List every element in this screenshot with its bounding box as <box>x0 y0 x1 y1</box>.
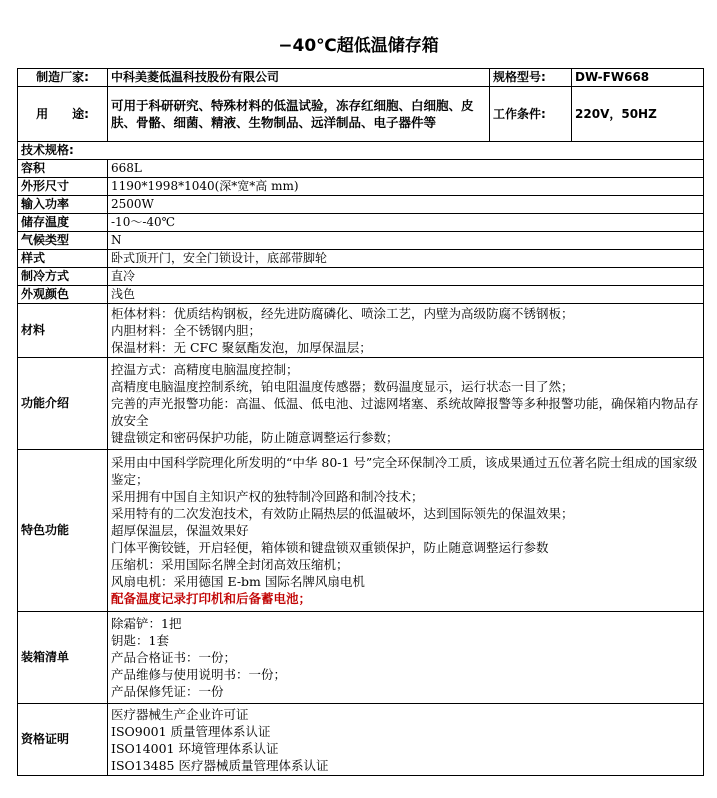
packing-item: 产品保修凭证：一份 <box>111 684 224 699</box>
condition-label: 工作条件: <box>490 87 572 142</box>
spec-row <box>18 160 704 178</box>
qualifications-value <box>108 704 704 776</box>
qualification-item: ISO14001 环境管理体系认证 <box>111 740 279 756</box>
spec-label: 容积 <box>18 160 108 178</box>
materials-row <box>18 304 704 358</box>
features-line: 采用拥有中国自主知识产权的独特制冷回路和制冷技术； <box>111 489 424 504</box>
features-line: 采用特有的二次发泡技术，有效防止隔热层的低温破坏，达到国际领先的保温效果； <box>111 506 574 521</box>
spec-label: 输入功率 <box>18 196 108 214</box>
packing-item: 产品合格证书：一份； <box>111 650 237 665</box>
manufacturer-label: 制造厂家: <box>18 69 108 87</box>
spec-value: N <box>108 232 704 250</box>
spec-value: 浅色 <box>108 286 704 304</box>
spec-label: 外观颜色 <box>18 286 108 304</box>
condition-value: 220V，50HZ <box>572 87 704 142</box>
tech-spec-label: 技术规格: <box>18 142 704 160</box>
spec-table <box>17 68 704 776</box>
functions-line: 键盘锁定和密码保护功能，防止随意调整运行参数； <box>111 430 399 445</box>
document-title: −40℃超低温储存箱 <box>278 36 439 56</box>
spec-label: 制冷方式 <box>18 268 108 286</box>
spec-row <box>18 178 704 196</box>
qualifications-label: 资格证明 <box>18 704 108 776</box>
model-value: DW-FW668 <box>572 69 704 87</box>
spec-row <box>18 250 704 268</box>
spec-row <box>18 286 704 304</box>
qualification-item: ISO13485 医疗器械质量管理体系认证 <box>111 757 329 773</box>
spec-value: 卧式顶开门，安全门锁设计，底部带脚轮 <box>108 250 704 268</box>
packing-item: 除霜铲：1把 <box>111 616 182 631</box>
spec-value: 2500W <box>108 196 704 214</box>
functions-label: 功能介绍 <box>18 358 108 450</box>
spec-row <box>18 268 704 286</box>
qualifications-row <box>18 704 704 776</box>
features-value <box>108 450 704 612</box>
features-line: 采用由中国科学院理化所发明的“中华 80-1 号”完全环保制冷工质，该成果通过五位著名院士组成的国家级鉴定； <box>111 455 698 487</box>
packing-value <box>108 612 704 704</box>
spec-label: 气候类型 <box>18 232 108 250</box>
functions-line: 控温方式：高精度电脑温度控制； <box>111 362 299 377</box>
manufacturer-value: 中科美菱低温科技股份有限公司 <box>108 69 490 87</box>
functions-line: 完善的声光报警功能：高温、低温、低电池、过滤网堵塞、系统故障报警等多种报警功能，确保箱内物品存放安全 <box>111 396 699 428</box>
usage-value: 可用于科研研究、特殊材料的低温试验，冻存红细胞、白细胞、皮肤、骨骼、细菌、精液、生物制品、远洋制品、电子器件等 <box>108 87 490 142</box>
features-line: 风扇电机：采用德国 E-bm 国际名牌风扇电机 <box>111 574 365 589</box>
features-line: 超厚保温层，保温效果好 <box>111 523 249 538</box>
spec-label: 储存温度 <box>18 214 108 232</box>
features-row <box>18 450 704 612</box>
features-label: 特色功能 <box>18 450 108 612</box>
features-line: 压缩机：采用国际名牌全封闭高效压缩机； <box>111 557 349 572</box>
packing-item: 产品维修与使用说明书：一份； <box>111 667 287 682</box>
spec-value: 1190*1998*1040(深*宽*高 mm) <box>108 178 704 196</box>
materials-line: 保温材料：无 CFC 聚氨酯发泡，加厚保温层； <box>111 340 372 355</box>
spec-label: 样式 <box>18 250 108 268</box>
manufacturer-row <box>18 69 704 87</box>
functions-row <box>18 358 704 450</box>
model-label: 规格型号: <box>490 69 572 87</box>
packing-item: 钥匙：1套 <box>111 633 169 648</box>
tech-spec-header-row <box>18 142 704 160</box>
spec-value: -10～-40℃ <box>108 214 704 232</box>
materials-value <box>108 304 704 358</box>
spec-label: 外形尺寸 <box>18 178 108 196</box>
materials-line: 内胆材料：全不锈钢内胆； <box>111 323 262 338</box>
packing-label: 装箱清单 <box>18 612 108 704</box>
qualification-item: 医疗器械生产企业许可证 <box>111 706 249 722</box>
materials-line: 柜体材料：优质结构钢板，经先进防腐磷化、喷涂工艺，内壁为高级防腐不锈钢板； <box>111 306 574 321</box>
features-line: 门体平衡铰链，开启轻便，箱体锁和键盘锁双重锁保护，防止随意调整运行参数 <box>111 540 549 555</box>
functions-value <box>108 358 704 450</box>
qualification-item: ISO9001 质量管理体系认证 <box>111 723 271 739</box>
usage-row <box>18 87 704 142</box>
materials-label: 材料 <box>18 304 108 358</box>
usage-label: 用 途: <box>18 87 108 142</box>
packing-row <box>18 612 704 704</box>
spec-row <box>18 196 704 214</box>
functions-line: 高精度电脑温度控制系统，铂电阻温度传感器；数码温度显示，运行状态一目了然； <box>111 379 574 394</box>
spec-row <box>18 214 704 232</box>
features-highlight-line: 配备温度记录打印机和后备蓄电池； <box>111 591 312 606</box>
spec-value: 668L <box>108 160 704 178</box>
spec-value: 直冷 <box>108 268 704 286</box>
spec-row <box>18 232 704 250</box>
